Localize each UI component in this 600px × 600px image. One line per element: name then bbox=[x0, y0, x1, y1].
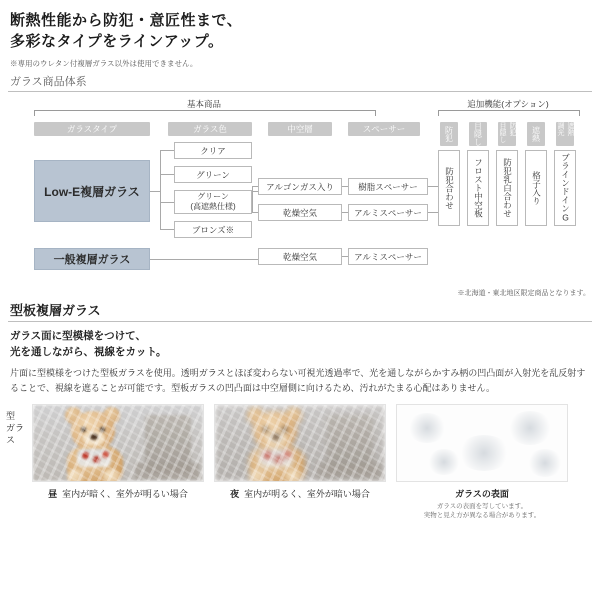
photo-night-caption-bold: 夜 bbox=[230, 489, 240, 499]
connector-gap-to-spacer-3 bbox=[342, 256, 348, 257]
section-2-title: 型板複層ガラス bbox=[10, 303, 101, 318]
side-label-line-1: 型 bbox=[6, 411, 16, 421]
connector-gap-dryair bbox=[252, 212, 258, 213]
connector-type-to-colors bbox=[160, 150, 161, 230]
glass-product-chart bbox=[8, 98, 592, 297]
glass-color-green-high bbox=[174, 190, 252, 214]
photo-column-day bbox=[32, 404, 204, 520]
photo-night bbox=[214, 404, 386, 482]
connector-colors-vertical bbox=[252, 186, 253, 212]
option-header-shanetsu-chouko: 遮熱 調光 bbox=[556, 122, 574, 146]
photo-surface-caption-bold: ガラスの表面 bbox=[455, 489, 509, 499]
group-label-basic: 基本商品 bbox=[186, 99, 221, 109]
connector-to-bronze bbox=[160, 229, 174, 230]
column-header-spacer: スペーサー bbox=[348, 122, 420, 136]
option-header-mekakushi: 目隠し bbox=[469, 122, 487, 146]
connector-gap-to-spacer-2 bbox=[342, 212, 348, 213]
brace-optional bbox=[438, 110, 580, 116]
section-2-body: 片面に型模様をつけた型板ガラスを使用。透明ガラスとほぼ変わらない可視光透過率で、光を通しながらかすみ柄の凹凸面が入射光を乱反射することで、視線を遮ることが可能です。型板ガラスの凹凸面は中空層側に向けるため、汚れがたまる心配はありません。 bbox=[10, 368, 586, 393]
glass-color-clear: クリア bbox=[174, 142, 252, 159]
photo-column-surface bbox=[396, 404, 568, 520]
glass-color-green-high-line1: グリーン bbox=[197, 192, 229, 201]
photo-day-caption-rest: 室内が暗く、室外が明るい場合 bbox=[62, 489, 188, 499]
spacer-aluminium: アルミスペーサー bbox=[348, 204, 428, 221]
glass-type-standard: 一般複層ガラス bbox=[34, 248, 150, 270]
surface-speckle-3 bbox=[507, 411, 553, 445]
column-header-color: ガラス色 bbox=[168, 122, 252, 136]
connector-gap-argon bbox=[252, 186, 258, 187]
gap-argon: アルゴンガス入り bbox=[258, 178, 342, 195]
connector-standard-to-gap bbox=[150, 259, 258, 260]
photo-night-glass-texture bbox=[215, 405, 385, 481]
photo-day-caption bbox=[32, 482, 204, 500]
option-frost-chuukuu: フロスト中空板 bbox=[467, 150, 489, 226]
connector-spacer-to-option-1 bbox=[428, 186, 438, 187]
side-label-line-2: ガラス bbox=[6, 423, 25, 445]
gap-dry-air: 乾燥空気 bbox=[258, 204, 342, 221]
photo-surface-subnote-line-2: 実物と見え方が異なる場合があります。 bbox=[423, 512, 541, 519]
connector-gap-to-spacer-1 bbox=[342, 186, 348, 187]
option-header-shanetsu: 遮熱 bbox=[527, 122, 545, 146]
option-bohan-awase: 防犯合わせ bbox=[438, 150, 460, 226]
option-bohan-nyuuhaku: 防犯乳白合わせ bbox=[496, 150, 518, 226]
gap-dry-air-standard: 乾燥空気 bbox=[258, 248, 342, 265]
connector-to-green-high bbox=[160, 202, 174, 203]
glass-color-green: グリーン bbox=[174, 166, 252, 183]
headline-block bbox=[0, 0, 600, 69]
column-header-type: ガラスタイプ bbox=[34, 122, 150, 136]
column-header-gap: 中空層 bbox=[268, 122, 332, 136]
connector-low-e-out bbox=[150, 191, 160, 192]
surface-speckle-2 bbox=[457, 435, 511, 471]
photo-day bbox=[32, 404, 204, 482]
surface-speckle-1 bbox=[407, 413, 447, 443]
glass-color-green-high-line2: (高遮熱仕様) bbox=[190, 202, 236, 211]
photo-surface-background bbox=[397, 405, 567, 481]
glass-type-low-e: Low-E複層ガラス bbox=[34, 160, 150, 222]
photo-night-caption-rest: 室内が明るく、室外が暗い場合 bbox=[244, 489, 370, 499]
headline-line-2: 多彩なタイプをラインアップ。 bbox=[10, 33, 224, 50]
photo-day-glass-texture bbox=[33, 405, 203, 481]
option-header-bohan: 防犯 bbox=[440, 122, 458, 146]
side-label-kata-glass bbox=[6, 410, 32, 446]
brace-basic bbox=[34, 110, 376, 116]
surface-speckle-5 bbox=[527, 449, 563, 477]
option-header-bohan-mekakushi: 防犯 目隠し bbox=[498, 122, 516, 146]
option-koushi-iri: 格子入り bbox=[525, 150, 547, 226]
spacer-aluminium-standard: アルミスペーサー bbox=[348, 248, 428, 265]
headline-note: ※専用のウレタン付複層ガラス以外は使用できません。 bbox=[10, 59, 198, 68]
chart-footnote: ※北海道・東北地区限定商品となります。 bbox=[457, 290, 590, 297]
section-1-title: ガラス商品体系 bbox=[10, 76, 87, 88]
section-2-lead bbox=[0, 322, 600, 360]
surface-speckle-4 bbox=[427, 449, 461, 475]
connector-to-clear bbox=[160, 150, 174, 151]
section-1-divider bbox=[8, 91, 592, 92]
connector-to-green bbox=[160, 174, 174, 175]
photo-row bbox=[0, 396, 600, 520]
photo-column-night bbox=[214, 404, 386, 520]
group-label-optional: 追加機能(オプション) bbox=[467, 99, 549, 109]
photo-surface-caption bbox=[396, 482, 568, 500]
connector-spacer-to-option-2 bbox=[428, 212, 438, 213]
glass-color-bronze: ブロンズ※ bbox=[174, 221, 252, 238]
section-2-lead-line-1: ガラス面に型模様をつけて、 bbox=[10, 330, 146, 342]
photo-surface-subnote-line-1: ガラスの表面を写しています。 bbox=[436, 503, 528, 510]
headline-line-1: 断熱性能から防犯・意匠性まで、 bbox=[10, 12, 243, 29]
option-blind-in-g: ブラインドインG bbox=[554, 150, 576, 226]
photo-surface-subnote bbox=[396, 500, 568, 520]
photo-glass-surface bbox=[396, 404, 568, 482]
photo-night-caption bbox=[214, 482, 386, 500]
photo-day-caption-bold: 昼 bbox=[48, 489, 58, 499]
section-2-lead-line-2: 光を通しながら、視線をカット。 bbox=[10, 346, 167, 358]
spacer-resin: 樹脂スペーサー bbox=[348, 178, 428, 195]
